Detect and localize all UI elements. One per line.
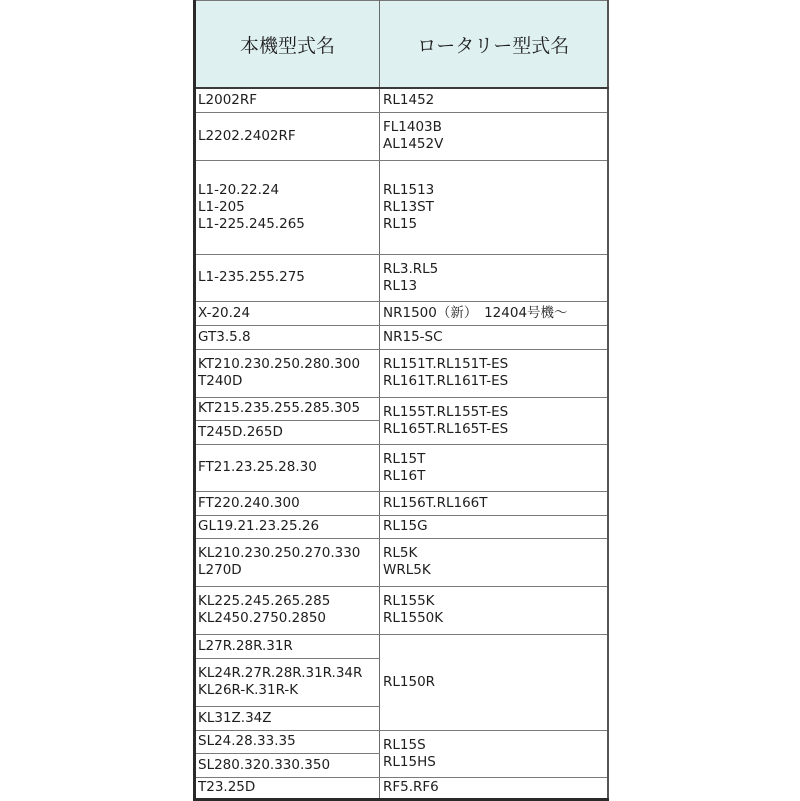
main-model-cell: KL225.245.265.285 KL2450.2750.2850 [195, 586, 380, 634]
main-model-cell: KT210.230.250.280.300 T240D [195, 349, 380, 397]
main-model-cell: L1-20.22.24 L1-205 L1-225.245.265 [195, 160, 380, 254]
main-model-cell: SL24.28.33.35 [195, 730, 380, 753]
main-model-cell: T245D.265D [195, 420, 380, 444]
table-row [195, 491, 608, 515]
main-model-cell: KL31Z.34Z [195, 706, 380, 730]
main-model-cell: FT21.23.25.28.30 [195, 444, 380, 491]
main-model-cell: L2202.2402RF [195, 112, 380, 160]
rotary-model-cell: RL5K WRL5K [380, 538, 608, 586]
main-model-cell: X-20.24 [195, 301, 380, 325]
rotary-model-cell: RL3.RL5 RL13 [380, 254, 608, 301]
table-row [195, 301, 608, 325]
table-row [195, 112, 608, 160]
main-model-cell: KL210.230.250.270.330 L270D [195, 538, 380, 586]
main-model-cell: GT3.5.8 [195, 325, 380, 349]
table-row [195, 160, 608, 254]
main-model-cell: L27R.28R.31R [195, 634, 380, 658]
rotary-model-cell: RL1452 [380, 88, 608, 112]
table-row [195, 538, 608, 586]
rotary-model-cell: RL15S RL15HS [380, 730, 608, 777]
main-model-cell: L2002RF [195, 88, 380, 112]
main-model-cell: KL24R.27R.28R.31R.34R KL26R-K.31R-K [195, 658, 380, 706]
table-row [195, 586, 608, 634]
rotary-model-cell: RL151T.RL151T-ES RL161T.RL161T-ES [380, 349, 608, 397]
table-row [195, 444, 608, 491]
table-row [195, 730, 608, 753]
table-row [195, 634, 608, 658]
main-model-cell: L1-235.255.275 [195, 254, 380, 301]
main-model-cell: T23.25D [195, 777, 380, 799]
table-row [195, 88, 608, 112]
rotary-model-cell: RF5.RF6 [383, 779, 439, 795]
header-main-model: 本機型式名 [195, 1, 380, 89]
table-row [195, 325, 608, 349]
table-row [195, 397, 608, 420]
rotary-model-cell: RL156T.RL166T [380, 491, 608, 515]
main-model-cell: GL19.21.23.25.26 [195, 515, 380, 538]
table-row [195, 777, 608, 799]
main-model-cell: SL280.320.330.350 [195, 753, 380, 777]
rotary-model-cell: NR15-SC [380, 325, 608, 349]
table-row [195, 349, 608, 397]
rotary-model-cell: RL155T.RL155T-ES RL165T.RL165T-ES [380, 397, 608, 444]
header-rotary-model: ロータリー型式名 [380, 1, 608, 89]
compatibility-table [193, 0, 609, 801]
rotary-model-cell: FL1403B AL1452V [380, 112, 608, 160]
rotary-model-cell: RL1513 RL13ST RL15 [380, 160, 608, 254]
main-model-cell: FT220.240.300 [195, 491, 380, 515]
main-model-cell: KT215.235.255.285.305 [195, 397, 380, 420]
table-header-row [195, 1, 608, 89]
rotary-model-cell: RL15G [380, 515, 608, 538]
rotary-model-cell: NR1500（新） 12404号機～ [380, 301, 608, 325]
table-row [195, 254, 608, 301]
table-row [195, 515, 608, 538]
rotary-model-cell: RL150R [380, 634, 608, 730]
rotary-model-cell: RL155K RL1550K [380, 586, 608, 634]
rotary-model-cell: RL15T RL16T [380, 444, 608, 491]
